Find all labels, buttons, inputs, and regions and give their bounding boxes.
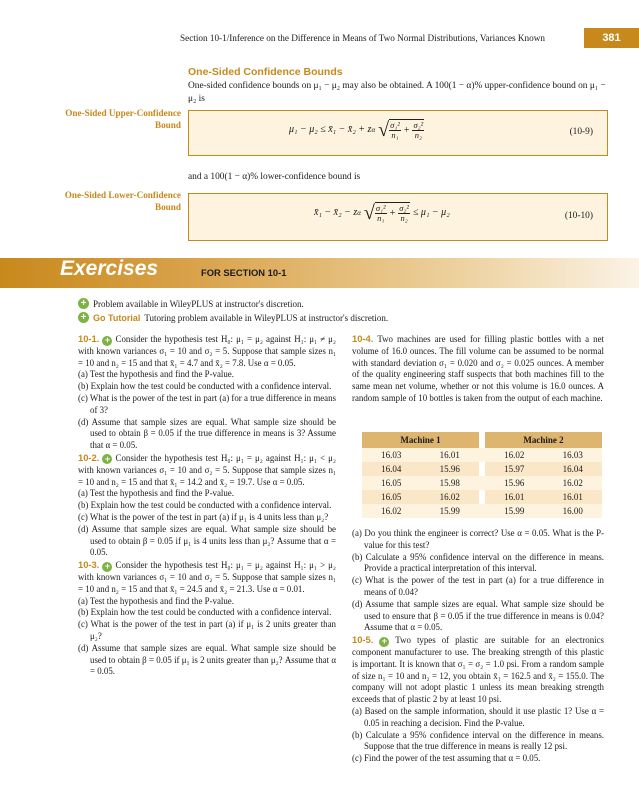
go-tutorial-label[interactable]: Go Tutorial [93, 312, 141, 323]
exercise-10-4: 10-4. Two machines are used for filling plastic bottles with a net volume of 16.0 ounces. The fill volume can be assumed to be normal with standard deviation σ₁ = 0.020 and σ₂ = 0.025 ounces. A member of the quality engineering staff suspects that both machines fill to the same mean net volume, whether or not this volume is 16.0 ounces. A random sample of 10 bottles is taken from the output of each machine. [352, 333, 604, 403]
wileyplus-plus-icon: + [102, 562, 112, 572]
table-row: 16.04 15.96 15.97 16.04 [362, 462, 602, 476]
wileyplus-plus-icon: + [78, 298, 89, 309]
running-header: Section 10-1/Inference on the Difference in Means of Two Normal Distributions, Variances Known [180, 33, 545, 43]
machine-data-table [362, 432, 602, 518]
section-title: One-Sided Confidence Bounds [188, 66, 343, 78]
exercise-10-1: 10-1. + Consider the hypothesis test H₀: μ₁ = μ₂ against H₁: μ₁ ≠ μ₂ with known variances σ₁ = 10 and σ₂ = 5. Suppose that sample sizes n₁ = 10 and n₂ = 15 and that x̄₁ = 4.7 and x̄₂ = 7.8. Use α = 0.05. [78, 333, 336, 368]
legend-plus: + Problem available in WileyPLUS at instructor's discretion. [78, 298, 304, 309]
table-row: 16.03 16.01 16.02 16.03 [362, 448, 602, 462]
table-header: Machine 1 [362, 432, 479, 448]
table-header: Machine 2 [485, 432, 602, 448]
legend-tutorial: + Go Tutorial Tutoring problem available in WileyPLUS at instructor's discretion. [78, 312, 388, 323]
upper-bound-box [188, 110, 608, 156]
left-column: 10-1. + Consider the hypothesis test H₀: μ₁ = μ₂ against H₁: μ₁ ≠ μ₂ with known variances σ₁ = 10 and σ₂ = 5. Suppose that sample sizes n₁ = 10 and n₂ = 15 and that x̄₁ = 4.7 and x̄₂ = 7.8. Use α = 0.05. (a) Test the hypothesis and find the P-value. (b) Explain how the test could be conducted with a confidence interval. (c) What is the power of the test in part (a) for a true difference in means of 3? (d) Assume that sample sizes are equal. What sample size should be used to obtain β = 0.05 if the true difference in means is 3? Assume that α = 0.05. 10-2. + Consider the hypothesis test H₀: μ₁ = μ₂ against H₁: μ₁ < μ₂ with known variances σ₁ = 10 and σ₂ = 5. Suppose that sample sizes n₁ = 10 and n₂ = 15 and that x̄₁ = 14.2 and x̄₂ = 19.7. Use α = 0.05. (a) Test the hypothesis and find the P-value. (b) Explain how the test could be conducted with a confidence interval. (c) What is the power of the test in part (a) if μ₁ is 4 units less than μ₂? (d) Assume that sample sizes are equal. What sample size should be used to obtain β = 0.05 if μ₁ is 4 units less than μ₂? Assume that α = 0.05. 10-3. + Consider the hypothesis test H₀: μ₁ = μ₂ against H₁: μ₁ > μ₂ with known variances σ₁ = 10 and σ₂ = 5. Suppose that sample sizes n₁ = 10 and n₂ = 15 and that x̄₁ = 24.5 and x̄₂ = 21.3. Use α = 0.01. (a) Test the hypothesis and find the P-value. (b) Explain how the test could be conducted with a confidence interval. (c) What is the power of the test in part (a) if μ₁ is 2 units greater than μ₂? (d) Assume that sample sizes are equal. What sample size should be used to obtain β = 0.05 if μ₁ is 2 units greater than μ₂? Assume that α = 0.05. [78, 333, 337, 677]
equation-number: (10-10) [564, 211, 593, 221]
upper-bound-formula: μ₁ − μ₂ ≤ x̄₁ − x̄₂ + z α √ $\frac{\text{σ₁²}}{\text{n₁}}$ + $\frac{\text{σ₂²}}{\text{n₂}}$ [289, 118, 424, 141]
exercises-title: Exercises [60, 257, 159, 280]
page-number: 381 [584, 28, 639, 48]
lower-bound-formula: x̄₁ − x̄₂ − z α √ $\frac{\text{σ₁²}}{\text{n₁}}$ + $\frac{\text{σ₂²}}{\text{n₂}}$ ≤ μ₁ − μ₂ [314, 201, 450, 224]
right-column-top [352, 333, 604, 405]
lower-bound-label: One-Sided Lower-Confidence Bound [64, 190, 181, 212]
wileyplus-plus-icon: + [102, 336, 112, 346]
exercise-10-5: 10-5. + Two types of plastic are suitable for an electronics component manufacturer to use. The breaking strength of this plastic is important. It is known that σ₁ = σ₂ = 1.0 psi. From a random sample of size n₁ = 10 and n₂ = 12, you obtain x̄₁ = 162.5 and x̄₂ = 155.0. The company will not adopt plastic 1 unless its mean breaking strength exceeds that of plastic 2 by at least 10 psi. [352, 634, 605, 705]
wileyplus-plus-icon: + [379, 637, 389, 647]
wileyplus-plus-icon: + [102, 454, 112, 464]
exercise-10-2: 10-2. + Consider the hypothesis test H₀: μ₁ = μ₂ against H₁: μ₁ < μ₂ with known variances σ₁ = 10 and σ₂ = 5. Suppose that sample sizes n₁ = 10 and n₂ = 15 and that x̄₁ = 14.2 and x̄₂ = 19.7. Use α = 0.05. [78, 451, 337, 487]
table-row: 16.05 16.02 16.01 16.01 [362, 490, 602, 504]
sqrt-expression: √ $\frac{\text{σ₁²}}{\text{n₁}}$ + $\frac{\text{σ₂²}}{\text{n₂}}$ [378, 118, 424, 141]
right-column-bottom: (a) Do you think the engineer is correct? Use α = 0.05. What is the P-value for this test? (b) Calculate a 95% confidence interval on the difference in means. Provide a practical interpretation of this interval. (c) What is the power of the test in part (a) for a true difference in means of 0.04? (d) Assume that sample sizes are equal. What sample size should be used to ensure that β = 0.05 if the true difference in means is 0.04? Assume that α = 0.05. 10-5. + Two types of plastic are suitable for an electronics component manufacturer to use. The breaking strength of this plastic is important. It is known that σ₁ = σ₂ = 1.0 psi. From a random sample of size n₁ = 10 and n₂ = 12, you obtain x̄₁ = 162.5 and x̄₂ = 155.0. The company will not adopt plastic 1 unless its mean breaking strength exceeds that of plastic 2 by at least 10 psi. (a) Based on the sample information, should it use plastic 1? Use α = 0.05 in reaching a decision. Find the P-value. (b) Calculate a 95% confidence interval on the difference in means. Suppose that the true difference in means is really 12 psi. (c) Find the power of the test assuming that α = 0.05. [352, 528, 605, 764]
sqrt-expression: √ $\frac{\text{σ₁²}}{\text{n₁}}$ + $\frac{\text{σ₂²}}{\text{n₂}}$ [363, 201, 409, 224]
table-row: 16.02 15.99 15.99 16.00 [362, 504, 602, 518]
exercises-subtitle: FOR SECTION 10-1 [201, 267, 287, 278]
lower-bound-box [188, 193, 608, 241]
exercise-10-3: 10-3. + Consider the hypothesis test H₀: μ₁ = μ₂ against H₁: μ₁ > μ₂ with known variances σ₁ = 10 and σ₂ = 5. Suppose that sample sizes n₁ = 10 and n₂ = 15 and that x̄₁ = 24.5 and x̄₂ = 21.3. Use α = 0.01. [78, 559, 337, 594]
equation-number: (10-9) [569, 127, 593, 137]
wileyplus-plus-icon: + [78, 312, 89, 323]
lower-bound-intro: and a 100(1 − α)% lower-confidence bound is [188, 172, 361, 182]
section-intro: One-sided confidence bounds on μ₁ − μ₂ may also be obtained. A 100(1 − α)% upper-confidence bound on μ₁ − μ₂ is [188, 81, 606, 104]
upper-bound-label: One-Sided Upper-Confidence Bound [65, 108, 181, 130]
table-row: 16.05 15.98 15.96 16.02 [362, 476, 602, 490]
